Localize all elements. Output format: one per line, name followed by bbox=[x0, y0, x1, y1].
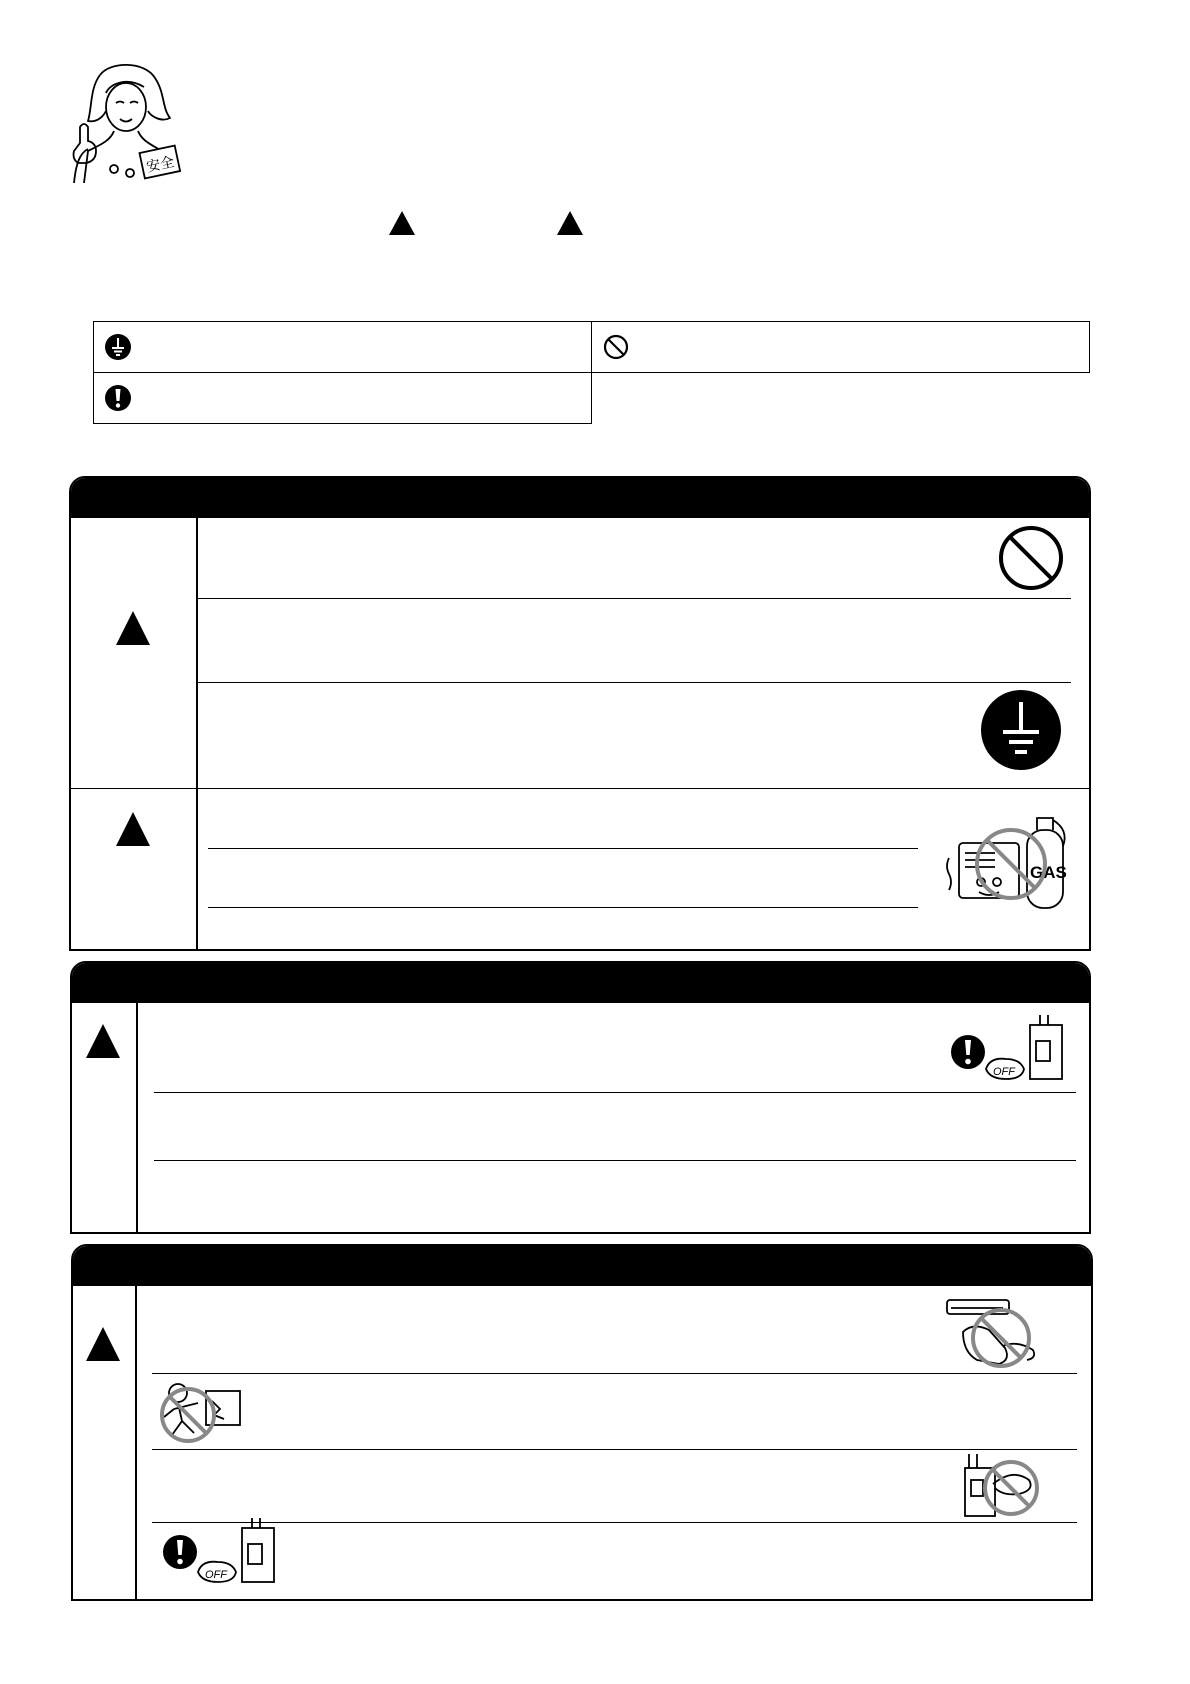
warning-triangle-icon bbox=[86, 1327, 120, 1361]
legend-cell-prohibited bbox=[592, 322, 1090, 373]
off-label: OFF bbox=[993, 1066, 1015, 1078]
prohibited-icon bbox=[996, 523, 1066, 593]
warning-triangle-icon bbox=[557, 211, 583, 235]
symbol-legend bbox=[93, 321, 1090, 424]
section-b-header-bar bbox=[72, 963, 1089, 1003]
switch-prohibited-illustration bbox=[953, 1454, 1049, 1520]
warning-triangle-icon bbox=[389, 211, 415, 235]
ac-unit-prohibited-illustration bbox=[941, 1296, 1049, 1370]
legend-cell-ground bbox=[94, 322, 592, 373]
breaker-off-illustration bbox=[196, 1518, 288, 1590]
section-a-header-bar bbox=[71, 478, 1089, 518]
section-c-panel bbox=[71, 1244, 1093, 1601]
warning-triangle-icon bbox=[116, 611, 150, 645]
section-b-panel bbox=[70, 961, 1091, 1234]
off-label: OFF bbox=[205, 1569, 227, 1581]
warning-triangle-icon bbox=[86, 1024, 120, 1058]
warning-triangle-icon bbox=[116, 812, 150, 846]
card-text: 安全 bbox=[144, 153, 176, 175]
section-c-header-bar bbox=[73, 1246, 1091, 1286]
person-prohibited-illustration bbox=[152, 1379, 248, 1445]
woman-illustration bbox=[70, 63, 182, 183]
gas-label: GAS bbox=[1030, 863, 1067, 882]
exclamation-icon bbox=[104, 384, 132, 412]
exclamation-icon bbox=[950, 1034, 986, 1070]
gas-cylinder-prohibited-illustration bbox=[939, 808, 1079, 918]
exclamation-icon bbox=[162, 1534, 198, 1570]
ground-icon bbox=[979, 688, 1063, 772]
ground-icon bbox=[104, 333, 132, 361]
prohibited-icon bbox=[602, 333, 630, 361]
legend-cell-mandatory bbox=[94, 373, 592, 424]
section-a-panel bbox=[69, 476, 1091, 951]
breaker-off-illustration bbox=[984, 1015, 1076, 1087]
